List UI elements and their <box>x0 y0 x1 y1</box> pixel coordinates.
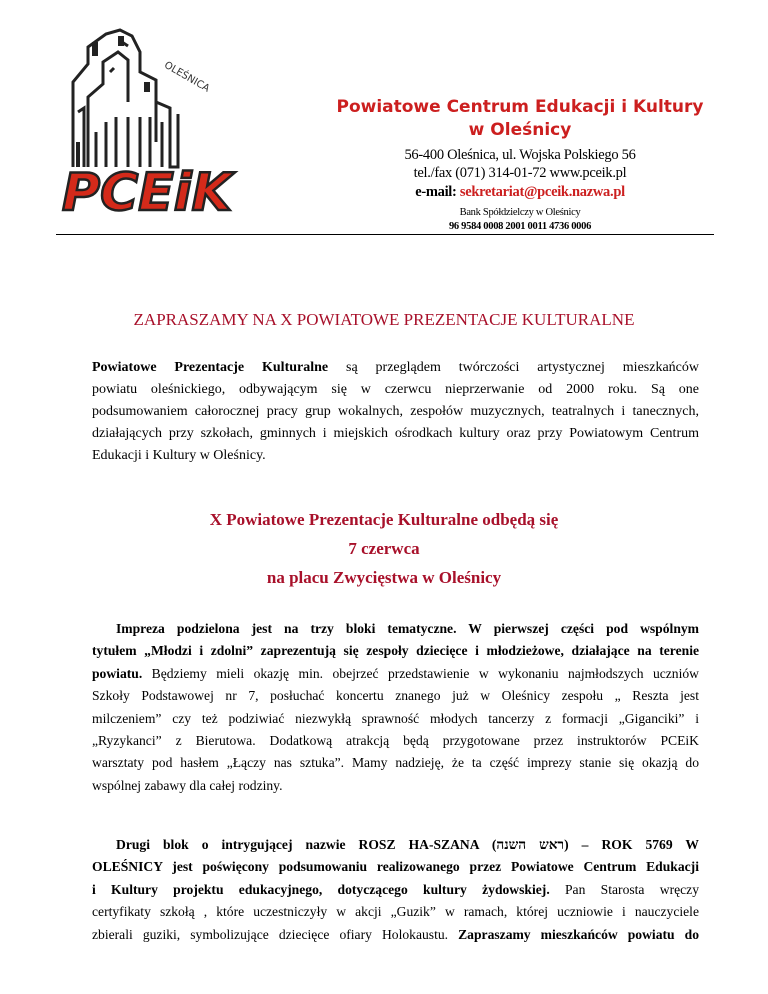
org-email-line <box>300 183 740 202</box>
p2-l2-text: tytułem „Młodzi i zdolni” zaprezentują się zespoły dziecięce i młodzieżowe, działające na terenie <box>92 643 699 659</box>
p3-line2 <box>92 856 699 878</box>
p2-l1-text: Impreza podzielona jest na trzy bloki tematyczne. W pierwszej części pod wspólnym <box>116 621 699 636</box>
paragraph-intro <box>92 357 699 467</box>
p3-l5-text: zbierali guziki, symbolizujące dziecięce ofiary Holokaustu. <box>92 926 459 942</box>
org-city: w Oleśnicy <box>468 120 572 140</box>
p3-line1 <box>92 834 699 856</box>
p3-l1-text: Drugi blok o intrygującej nazwie ROSZ HA-SZANA (ראש השנה) – ROK 5769 W <box>116 837 699 852</box>
p1-line2: powiatu oleśnickiego, odbywającym się w czerwcu nieprzerwanie od 2000 roku. Są one <box>92 382 699 397</box>
bank-name: Bank Spółdzielczy w Oleśnicy <box>459 207 581 218</box>
announce-line1: X Powiatowe Prezentacje Kulturalne odbędą się <box>209 510 559 529</box>
p2-l3-bold: powiatu. <box>92 665 143 681</box>
email-link[interactable]: sekretariat@pceik.nazwa.pl <box>459 184 625 200</box>
header-divider <box>56 234 714 235</box>
email-label: e-mail: <box>415 184 460 200</box>
announce-line2: 7 czerwca <box>348 539 420 558</box>
p2-l3-text: Będziemy mieli okazję min. obejrzeć przedstawienie w wykonaniu najmłodszych uczniów <box>142 665 699 681</box>
p1-line1 <box>92 357 699 379</box>
p3-l2-text: OLEŚNICY jest poświęcony podsumowaniu realizowanego przez Powiatowe Centrum Edukacji <box>92 859 699 875</box>
p3-line4: certyfikaty szkołą , które uczestniczyły w akcji „Guzik” w ramach, której uczniowie i nauczyciele <box>92 904 699 920</box>
p2-line4: Szkoły Podstawowej nr 7, posłuchać koncertu znanego już w Oleśnicy zespołu „ Reszta jest <box>92 688 699 704</box>
p2-line1 <box>92 618 699 640</box>
p1-line5: Edukacji i Kultury w Oleśnicy. <box>92 448 266 463</box>
p3-line3 <box>92 879 699 901</box>
p2-line3 <box>92 663 699 685</box>
pceik-logo <box>58 22 258 217</box>
p1-bold-lead: Powiatowe Prezentacje Kulturalne <box>92 360 329 375</box>
p3-l5-bold: Zapraszamy mieszkańców powiatu do <box>458 926 700 942</box>
page-title: ZAPRASZAMY NA X POWIATOWE PREZENTACJE KULTURALNE <box>133 310 635 329</box>
logo-letters: PCEiK <box>62 163 232 217</box>
p2-line6: „Ryzykanci” z Bierutowa. Dodatkową atrakcją będą przygotowane przez instruktorów PCEiK <box>92 733 699 749</box>
org-phone-www: tel./fax (071) 314-01-72 www.pceik.pl <box>413 165 627 181</box>
p3-line5 <box>92 924 699 946</box>
logo-ring-text: OLEŚNICA <box>162 59 212 95</box>
paragraph-rosz-ha-szana <box>92 834 699 946</box>
org-name: Powiatowe Centrum Edukacji i Kultury <box>336 97 704 117</box>
p3-l3-bold: i Kultury projektu edukacyjnego, dotyczącego kultury żydowskiej. <box>92 881 550 897</box>
p3-l3-text: Pan Starosta wręczy <box>549 881 699 897</box>
p1-line4: działających przy szkołach, gminnych i miejskich ośrodkach kultury oraz przy Powiatowym Centrum <box>92 426 699 441</box>
announce-line3: na placu Zwycięstwa w Oleśnicy <box>266 568 502 587</box>
p2-line8: wspólnej zabawy dla całej rodziny. <box>92 777 283 793</box>
p1-line3: podsumowaniem całorocznej pracy grup wokalnych, zespołów muzycznych, teatralnych i tanecznych, <box>92 404 699 419</box>
p2-line2 <box>92 640 699 662</box>
p1-l1-text: są przeglądem twórczości artystycznej mieszkańców <box>328 360 699 375</box>
org-address: 56-400 Oleśnica, ul. Wojska Polskiego 56 <box>404 147 636 163</box>
bank-account: 96 9584 0008 2001 0011 4736 0006 <box>448 221 592 232</box>
paragraph-program <box>92 618 699 797</box>
p2-line5: milczeniem” czy też podziwiać niezwykłą sprawność młodych tancerzy z formacji „Giganciki” i <box>92 710 699 726</box>
p2-line7: warsztaty pod hasłem „Łączy nas sztuka”. Mamy nadzieję, że ta część imprezy stanie się okazją do <box>92 755 699 771</box>
